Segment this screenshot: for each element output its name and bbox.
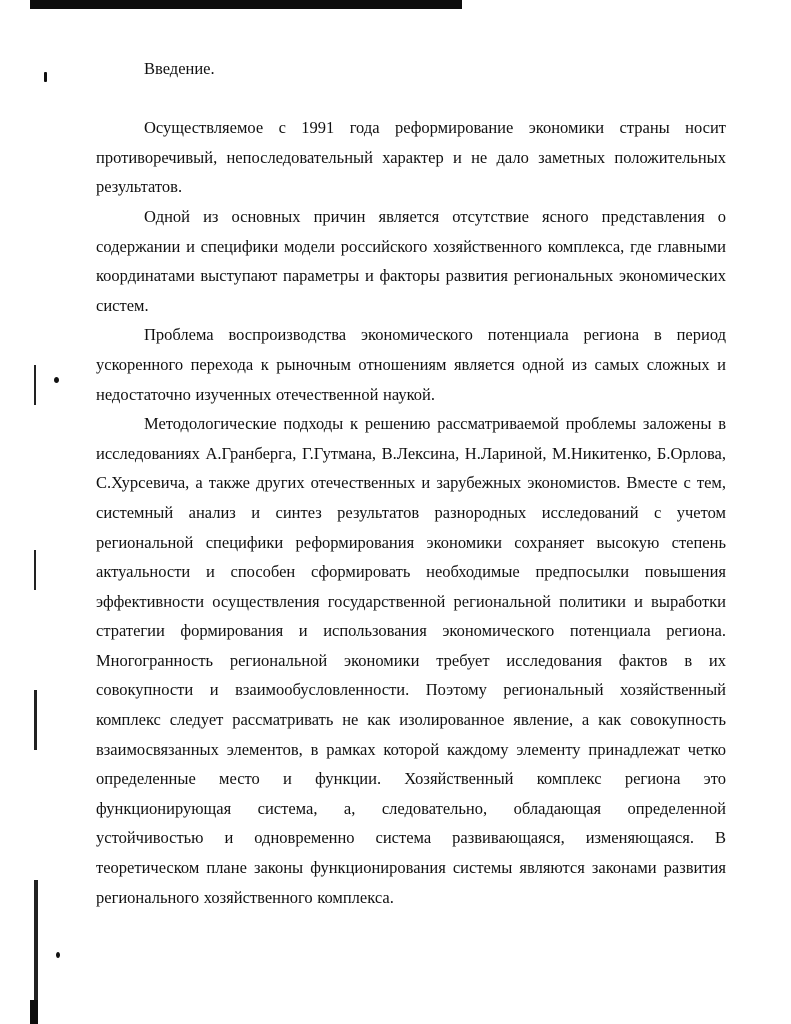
- paragraph: Методологические подходы к решению рассматриваемой проблемы заложены в исследованиях А.Гранберга, Г.Гутмана, В.Лексина, Н.Лариной, М.Никитенко, Б.Орлова, С.Хурсевича, а также других отечественных и зарубежных экономистов. Вместе с тем, системный анализ и синтез результатов разнородных исследований с учетом региональной специфики реформирования экономики сохраняет высокую степень актуальности и способен сформировать необходимые предпосылки повышения эффективности осуществления государственной региональной политики и выработки стратегии формирования и использования экономического потенциала региона. Многогранность региональной экономики требует исследования фактов в их совокупности и взаимообусловленности. Поэтому региональный хозяйственный комплекс следует рассматривать не как изолированное явление, а как совокупность взаимосвязанных элементов, в рамках которой каждому элементу принадлежат четко определенные место и функции. Хозяйственный комплекс региона это функционирующая система, а, следовательно, обладающая определенной устойчивостью и одновременно система развивающаяся, изменяющаяся. В теоретическом плане законы функционирования системы являются законами развития регионального хозяйственного комплекса.: [96, 414, 726, 907]
- document-page: [96, 54, 726, 912]
- scan-left-edge-bar: [30, 1000, 38, 1024]
- section-heading: Введение.: [144, 59, 215, 78]
- scan-left-edge-line: [34, 365, 36, 405]
- blank-line: [96, 84, 726, 114]
- scan-speck: [54, 377, 59, 383]
- scan-speck: [56, 952, 60, 958]
- scan-top-edge: [30, 0, 462, 9]
- paragraph: Осуществляемое с 1991 года реформирование экономики страны носит противоречивый, непоследовательный характер и не дало заметных положительных результатов.: [96, 118, 726, 197]
- scan-left-edge-line: [34, 690, 37, 750]
- scan-speck: [44, 72, 47, 82]
- scan-left-edge-line: [34, 550, 36, 590]
- paragraph: Проблема воспроизводства экономического потенциала региона в период ускоренного перехода к рыночным отношениям является одной из самых сложных и недостаточно изученных отечественной наукой.: [96, 325, 726, 404]
- paragraph: Одной из основных причин является отсутствие ясного представления о содержании и специфики модели российского хозяйственного комплекса, где главными координатами выступают параметры и факторы развития региональных экономических систем.: [96, 206, 726, 315]
